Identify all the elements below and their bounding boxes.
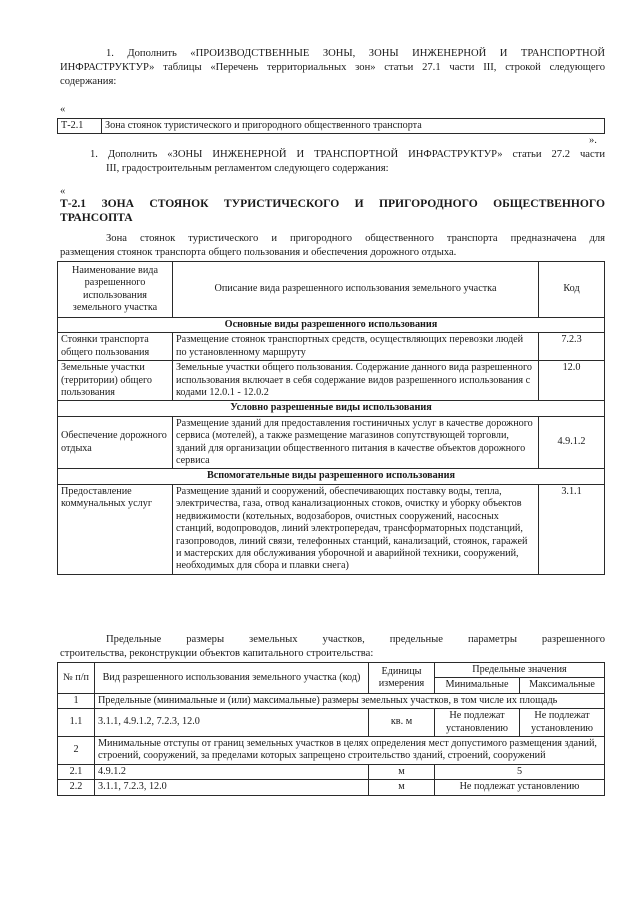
row-unit: кв. м: [369, 709, 435, 737]
amend2-line2: III, градостроительным регламентом следующего содержания:: [106, 163, 389, 174]
section-auxiliary-title: Вспомогательные виды разрешенного использования: [58, 469, 605, 484]
row-value: 5: [435, 764, 605, 779]
header-use-desc: Описание вида разрешенного использования земельного участка: [173, 262, 539, 318]
row-use: 3.1.1, 4.9.1.2, 7.2.3, 12.0: [95, 709, 369, 737]
row-use: 3.1.1, 7.2.3, 12.0: [95, 780, 369, 795]
section-row-conditional: [58, 401, 605, 416]
row-num: 2: [58, 737, 95, 765]
zone-desc-line2: размещения стоянок транспорта общего пользования и обеспечения дорожного отдыха.: [60, 247, 457, 258]
header-num: № п/п: [58, 663, 95, 694]
row-unit: м: [369, 764, 435, 779]
amend1-close-quote: ».: [589, 135, 597, 146]
use-name: Предоставление коммунальных услуг: [58, 484, 173, 574]
permitted-uses-table: [57, 261, 605, 575]
section-row-auxiliary: [58, 469, 605, 484]
section-main-title: Основные виды разрешенного использования: [58, 318, 605, 333]
limits-intro-line1: Предельные размеры земельных участков, предельные параметры разрешенного: [106, 634, 605, 645]
table-row: [58, 764, 605, 779]
amend1-line3: содержания:: [60, 76, 117, 87]
use-name: Обеспечение дорожного отдыха: [58, 416, 173, 469]
row-num: 1: [58, 693, 95, 708]
zone-name: Зона стоянок туристического и пригородного общественного транспорта: [102, 119, 605, 134]
row-num: 2.1: [58, 764, 95, 779]
header-unit: Единицы измерения: [369, 663, 435, 694]
table-row: [58, 780, 605, 795]
header-use: Вид разрешенного использования земельного участка (код): [95, 663, 369, 694]
limits-intro-line2: строительства, реконструкции объектов капитального строительства:: [60, 648, 374, 659]
use-code: 12.0: [539, 361, 605, 401]
table-row: [58, 693, 605, 708]
row-value: Не подлежат установлению: [435, 780, 605, 795]
zone-title-line1: Т-2.1 ЗОНА СТОЯНОК ТУРИСТИЧЕСКОГО И ПРИГОРОДНОГО ОБЩЕСТВЕННОГО: [60, 197, 605, 210]
zones-list-table: [57, 118, 605, 134]
use-code: 3.1.1: [539, 484, 605, 574]
header-min: Минимальные: [435, 678, 520, 693]
zones-list-row: [58, 119, 605, 134]
use-name: Земельные участки (территории) общего пользования: [58, 361, 173, 401]
header-max: Максимальные: [520, 678, 605, 693]
use-desc: Размещение зданий и сооружений, обеспечивающих поставку воды, тепла, электричества, газа, отвод канализационных стоков, очистку и уборку объектов недвижимости (котельных, водозаборов, очистных сооружений, насосных станций, водопроводов, линий электропередач, трансформаторных подстанций, газопроводов, линий связи, телефонных станций, канализаций, стоянок, гаражей и мастерских для обслуживания уборочной и аварийной техники, сооружений, необходимых для сбора и плавки снега): [173, 484, 539, 574]
table-row: [58, 361, 605, 401]
row-num: 1.1: [58, 709, 95, 737]
row-use: 4.9.1.2: [95, 764, 369, 779]
header-use-code: Код: [539, 262, 605, 318]
amend2-open-quote: «: [60, 186, 66, 197]
row-unit: м: [369, 780, 435, 795]
row-text: Предельные (минимальные и (или) максимальные) размеры земельных участков, в том числе их площадь: [95, 693, 605, 708]
amend1-line2: ИНФРАСТРУКТУР» таблицы «Перечень территориальных зон» статьи 27.1 части III, строкой следующего: [60, 62, 605, 73]
zone-desc-line1: Зона стоянок туристического и пригородного общественного транспорта предназначена для: [106, 233, 605, 244]
use-desc: Размещение зданий для предоставления гостиничных услуг в качестве дорожного сервиса (мотелей), а также размещение магазинов сопутствующей торговли, зданий для организации общественного питания в качестве объектов дорожного сервиса: [173, 416, 539, 469]
amend1-line1: 1. Дополнить «ПРОИЗВОДСТВЕННЫЕ ЗОНЫ, ЗОНЫ ИНЖЕНЕРНОЙ И ТРАНСПОРТНОЙ: [106, 48, 605, 59]
section-row-main: [58, 318, 605, 333]
amend2-line1: 1. Дополнить «ЗОНЫ ИНЖЕНЕРНОЙ И ТРАНСПОРТНОЙ ИНФРАСТРУКТУР» статьи 27.2 части: [90, 149, 605, 160]
header-limits: Предельные значения: [435, 663, 605, 678]
use-code: 4.9.1.2: [539, 416, 605, 469]
table-row: [58, 333, 605, 361]
row-max: Не подлежат установлению: [520, 709, 605, 737]
amend1-open-quote: «: [60, 104, 66, 115]
row-text: Минимальные отступы от границ земельных участков в целях определения мест допустимого размещения зданий, строений, сооружений, за пределами которых запрещено строительство зданий, строений, сооружений: [95, 737, 605, 765]
use-code: 7.2.3: [539, 333, 605, 361]
use-name: Стоянки транспорта общего пользования: [58, 333, 173, 361]
table-row: [58, 737, 605, 765]
section-conditional-title: Условно разрешенные виды использования: [58, 401, 605, 416]
row-num: 2.2: [58, 780, 95, 795]
uses-header-row: [58, 262, 605, 318]
zone-code: Т-2.1: [58, 119, 102, 134]
use-desc: Земельные участки общего пользования. Содержание данного вида разрешенного использования включает в себя содержание видов разрешенного использования с кодами 12.0.1 - 12.0.2: [173, 361, 539, 401]
table-row: [58, 709, 605, 737]
table-row: [58, 416, 605, 469]
use-desc: Размещение стоянок транспортных средств, осуществляющих перевозки людей по установленному маршруту: [173, 333, 539, 361]
zone-title-line2: ТРАНСОПТА: [60, 211, 133, 224]
row-min: Не подлежат установлению: [435, 709, 520, 737]
header-use-name: Наименование вида разрешенного использования земельного участка: [58, 262, 173, 318]
limits-header-row: [58, 663, 605, 678]
table-row: [58, 484, 605, 574]
limits-table: [57, 662, 605, 796]
